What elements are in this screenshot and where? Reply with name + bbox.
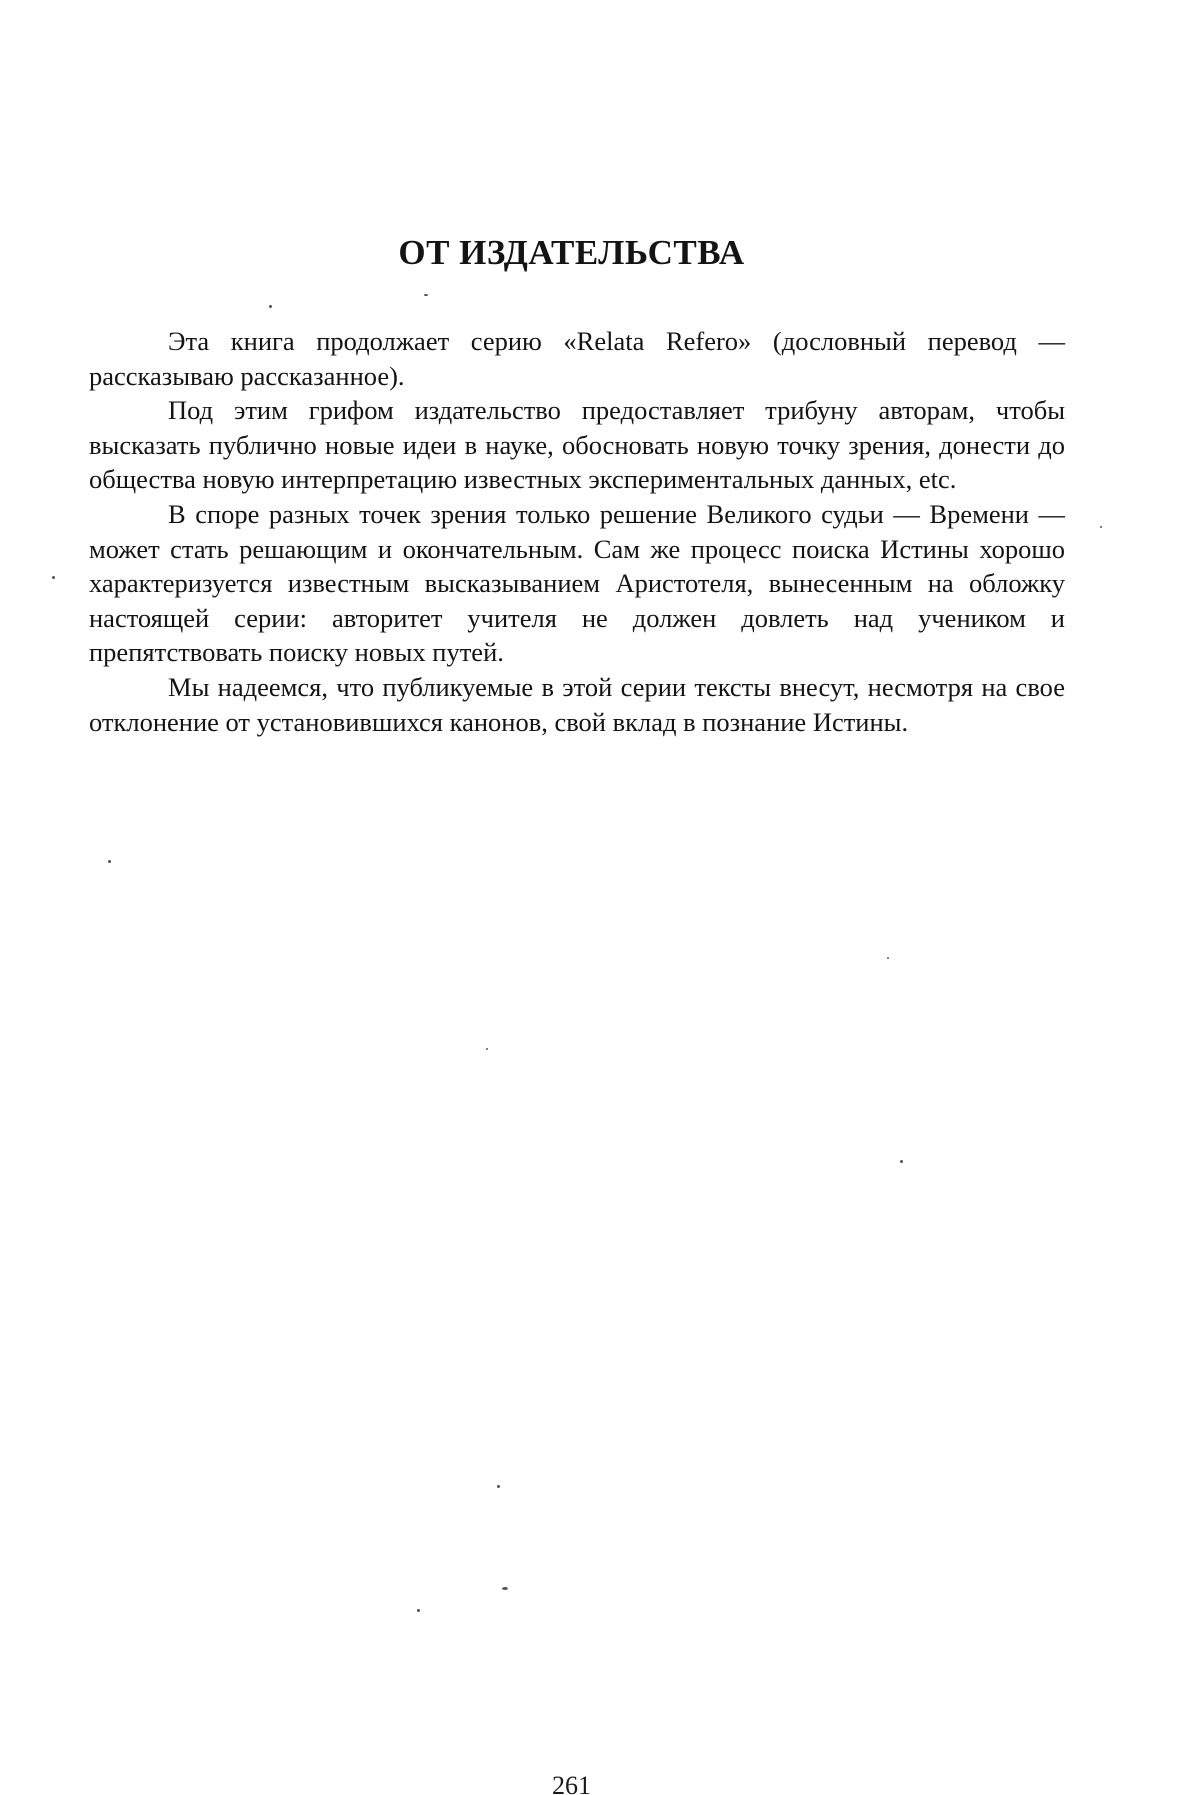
scan-speck bbox=[497, 1485, 500, 1488]
scan-speck bbox=[417, 1609, 420, 1612]
scan-speck bbox=[269, 305, 272, 308]
scan-speck bbox=[108, 860, 111, 863]
scan-speck bbox=[52, 576, 55, 579]
scan-speck bbox=[502, 1587, 508, 1590]
page-number: 261 bbox=[552, 1771, 591, 1795]
paragraph-2: Под этим грифом издательство предоставляет трибуну авторам, чтобы высказать публично новые идеи в науке, обосновать новую точку зрения, донести до общества новую интерпретацию известных экспериментальных данных, etc. bbox=[89, 395, 1065, 495]
scan-speck bbox=[486, 1048, 488, 1050]
paragraph-1: Эта книга продолжает серию «Relata Refero» (дословный перевод — рассказываю рассказанное). bbox=[89, 326, 1065, 391]
scan-speck bbox=[424, 294, 428, 296]
page-title: ОТ ИЗДАТЕЛЬСТВА bbox=[398, 233, 745, 272]
scan-speck bbox=[887, 957, 889, 959]
paragraph-4: Мы надеемся, что публикуемые в этой серии тексты внесут, несмотря на свое отклонение от установившихся канонов, свой вклад в познание Истины. bbox=[89, 671, 1065, 737]
body-text bbox=[89, 324, 1065, 739]
scan-speck bbox=[900, 1160, 903, 1163]
paragraph-3: В споре разных точек зрения только решение Великого судьи — Времени — может стать решающим и окончательным. Сам же процесс поиска Истины хорошо характеризуется известным высказыванием Аристотеля, вынесенным на обложку настоящей серии: авторитет учителя не должен довлеть над учеником и препятствовать поиску новых путей. bbox=[89, 498, 1065, 668]
scan-speck bbox=[1100, 526, 1102, 528]
